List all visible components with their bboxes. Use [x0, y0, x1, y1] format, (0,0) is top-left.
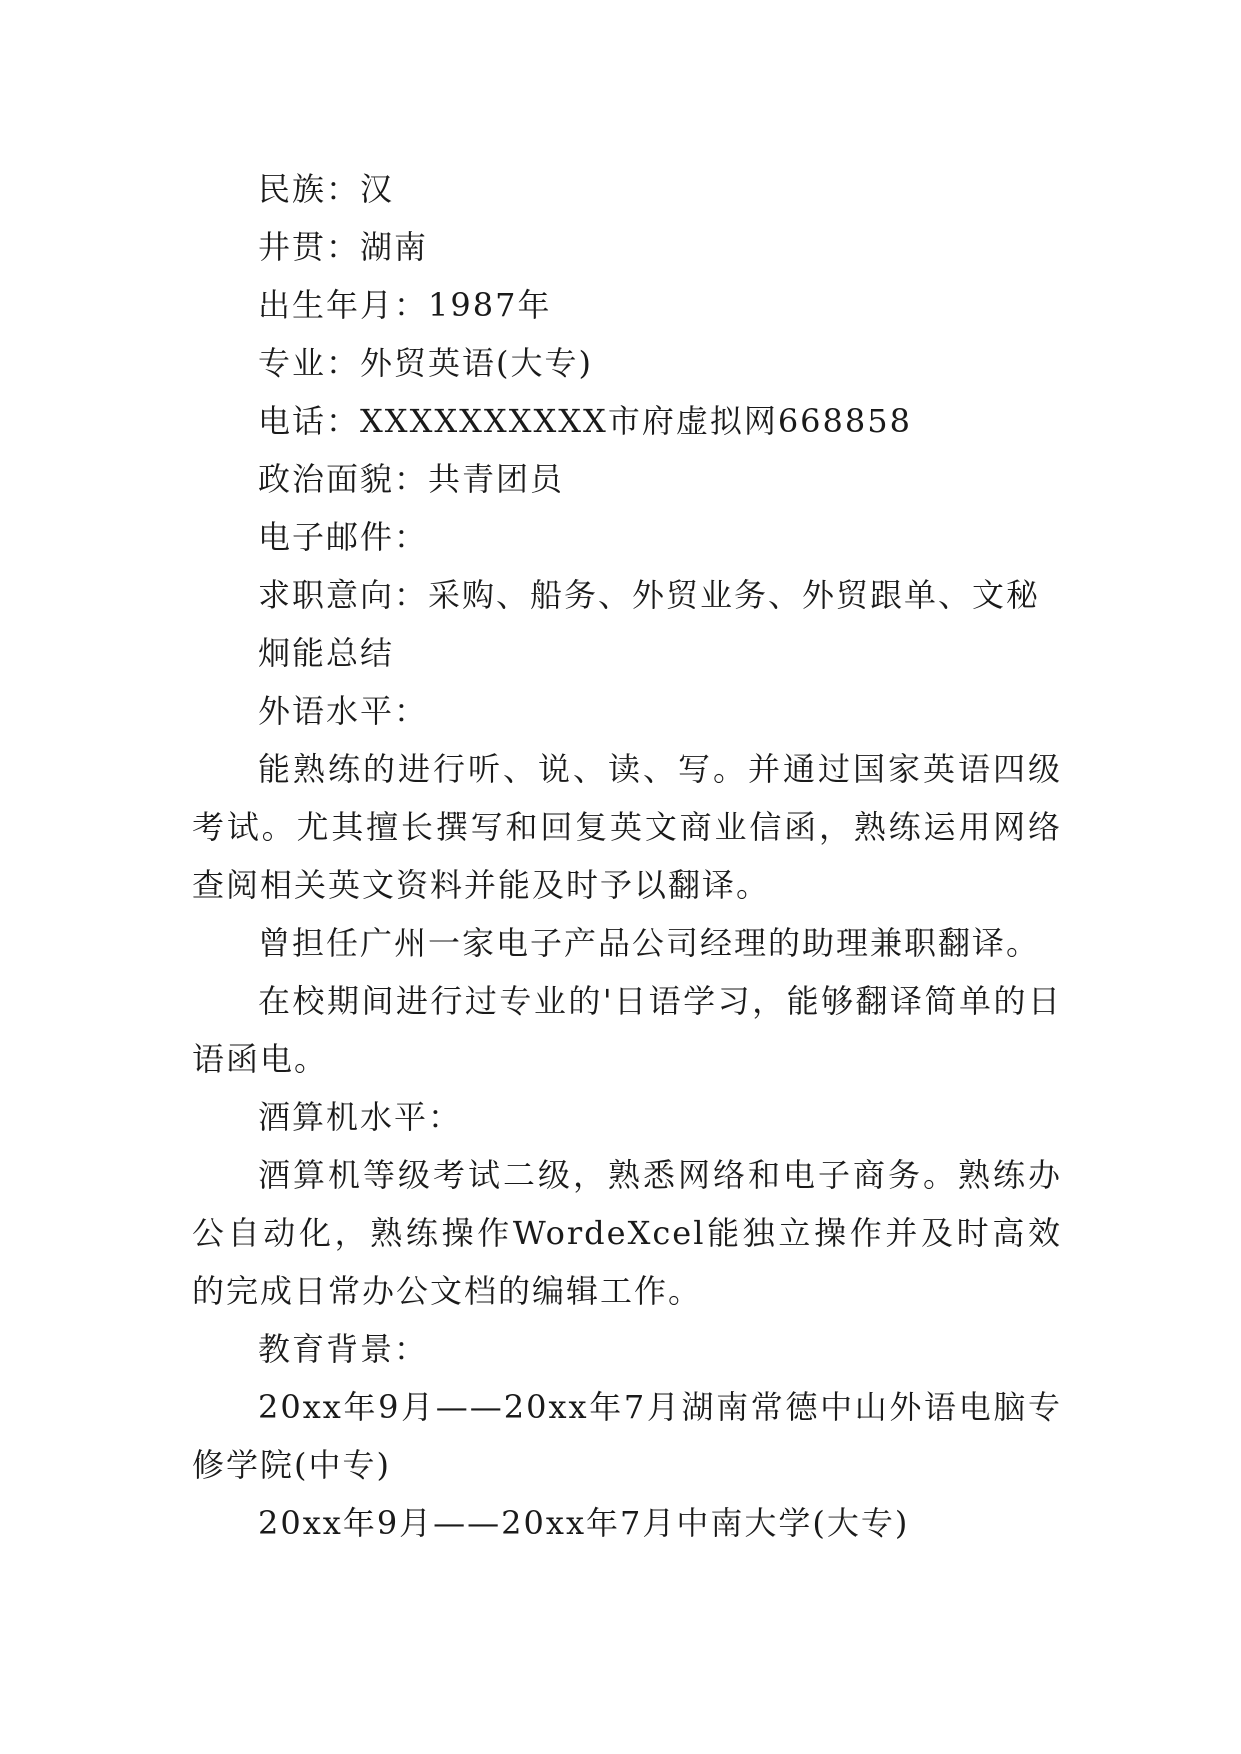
paragraph-language-japanese: 在校期间进行过专业的'日语学习，能够翻译简单的日语函电。	[192, 982, 1062, 1078]
paragraph-ethnicity: 民族：汉	[258, 170, 395, 208]
paragraph-language-heading: 外语水平：	[258, 692, 429, 730]
paragraph-computer-heading: 酒算机水平：	[258, 1098, 463, 1136]
paragraph-phone: 电话：XXXXXXXXXX市府虚拟网668858	[258, 402, 912, 440]
paragraph-skills-heading: 炯能总结	[258, 634, 395, 672]
paragraph-computer-skills: 酒算机等级考试二级，熟悉网络和电子商务。熟练办公自动化，熟练操作WordeXcel能独立操作并及时高效的完成日常办公文档的编辑工作。	[192, 1156, 1062, 1310]
paragraph-political-status: 政治面貌：共青团员	[258, 460, 565, 498]
document-body	[192, 160, 1062, 1552]
paragraph-major: 专业：外贸英语(大专)	[258, 344, 593, 382]
paragraph-native-place: 井贯：湖南	[258, 228, 429, 266]
paragraph-education-heading: 教育背景：	[258, 1330, 429, 1368]
paragraph-email: 电子邮件：	[258, 518, 429, 556]
paragraph-language-experience: 曾担任广州一家电子产品公司经理的助理兼职翻译。	[258, 924, 1041, 962]
paragraph-job-intention: 求职意向：采购、船务、外贸业务、外贸跟单、文秘	[258, 576, 1041, 614]
paragraph-birth-date: 出生年月：1987年	[258, 286, 552, 324]
paragraph-language-english: 能熟练的进行听、说、读、写。并通过国家英语四级考试。尤其擅长撰写和回复英文商业信函，熟练运用网络查阅相关英文资料并能及时予以翻译。	[192, 750, 1062, 904]
paragraph-education-2: 20xx年9月——20xx年7月中南大学(大专)	[258, 1504, 910, 1542]
paragraph-education-1: 20xx年9月——20xx年7月湖南常德中山外语电脑专修学院(中专)	[192, 1388, 1062, 1484]
